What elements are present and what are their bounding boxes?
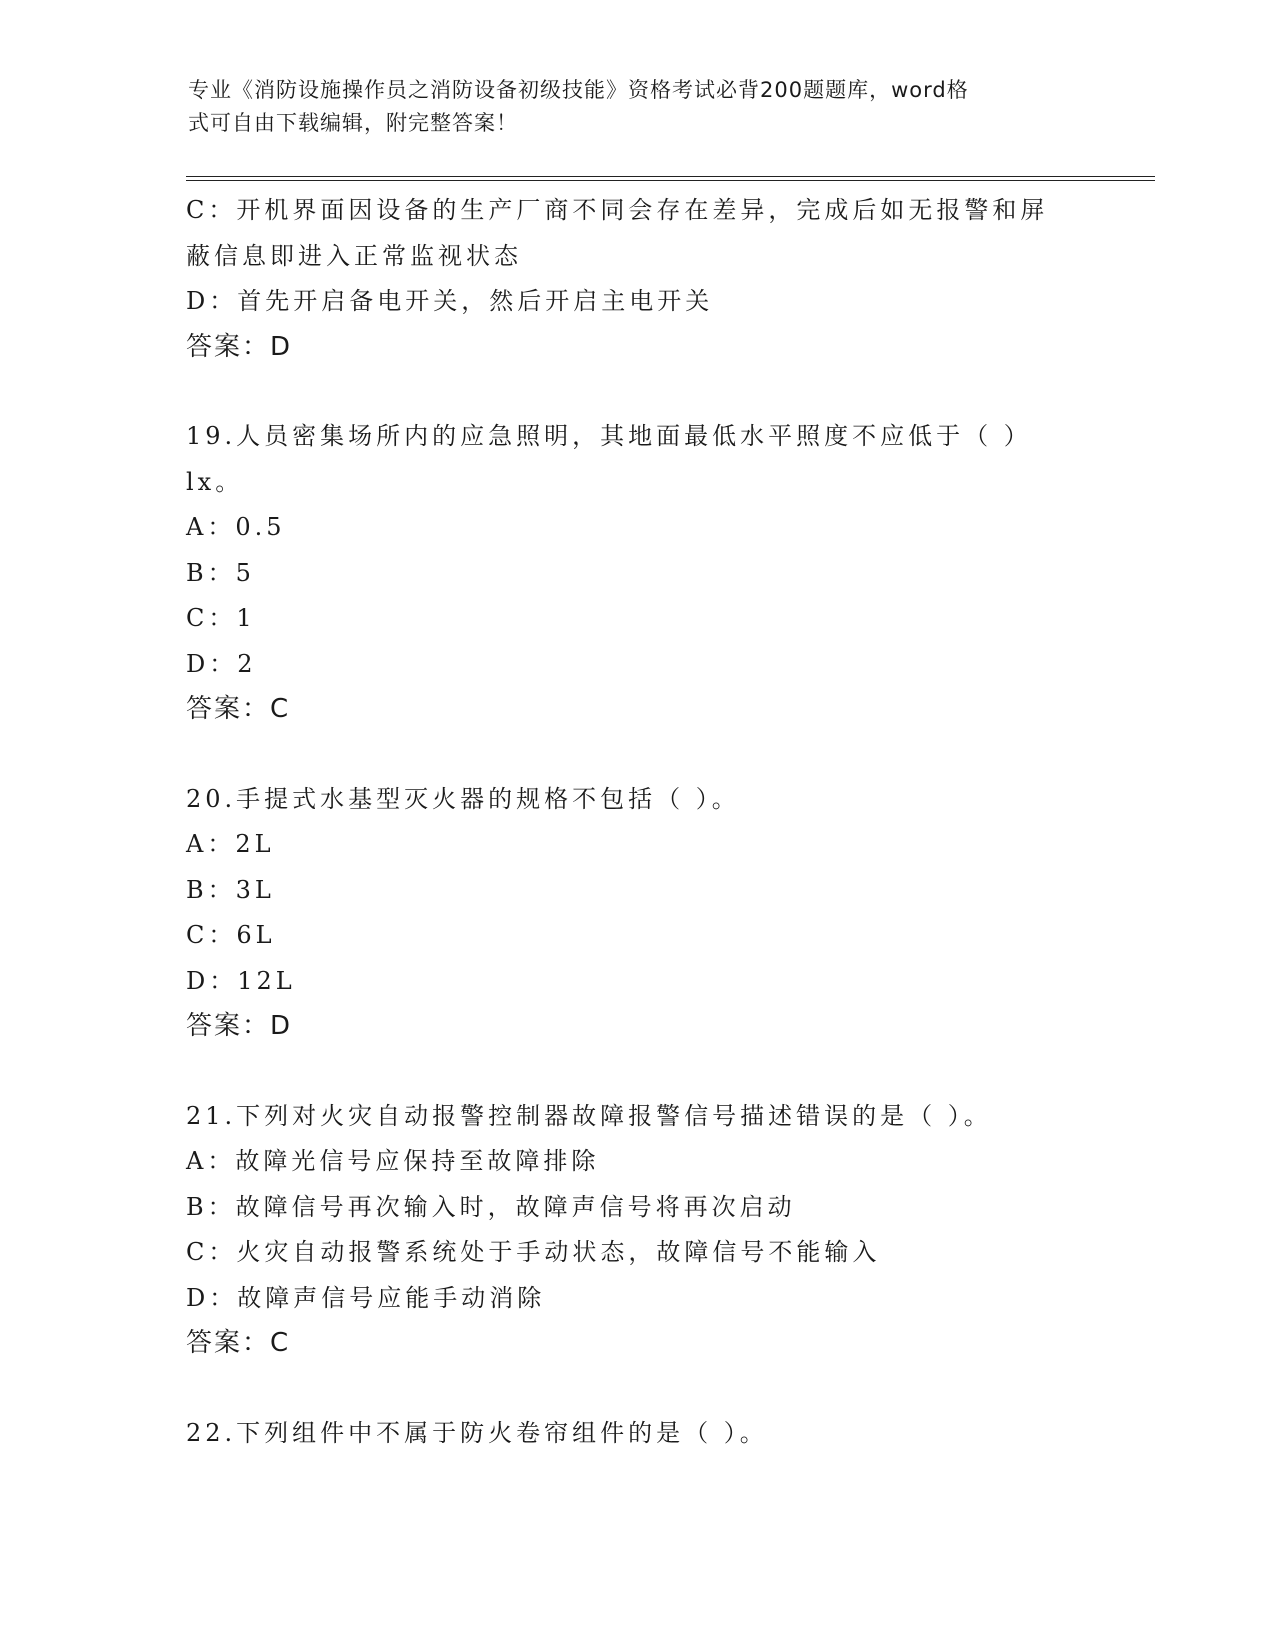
question-list: [186, 188, 1086, 1456]
answer: 答案：D: [186, 331, 293, 362]
header-line-1: 专业《消防设施操作员之消防设备初级技能》资格考试必背200题题库，word格: [188, 78, 969, 102]
question-21: [186, 1094, 1086, 1367]
header-line-2: 式可自由下载编辑，附完整答案！: [188, 111, 518, 135]
option-a: A：0.5: [186, 513, 286, 541]
option-d: D：2: [186, 649, 257, 678]
option-c: C：1: [186, 604, 256, 632]
answer: 答案：C: [186, 694, 291, 724]
option-c: C：6L: [186, 921, 276, 949]
option-c: C：火灾自动报警系统处于手动状态，故障信号不能输入: [186, 1238, 881, 1266]
option-b: B：3L: [186, 875, 275, 904]
question-18-tail: [186, 188, 1086, 370]
answer: 答案：C: [186, 1328, 291, 1358]
option-a: A：2L: [186, 830, 275, 858]
question-stem-continued: lx。: [186, 467, 244, 496]
document-header: [188, 74, 1088, 140]
question-22: [186, 1411, 1086, 1457]
question-stem: 20.手提式水基型灭火器的规格不包括（ ）。: [186, 784, 740, 813]
option-d: D：故障声信号应能手动消除: [186, 1283, 546, 1312]
option-b: B：故障信号再次输入时，故障声信号将再次启动: [186, 1192, 796, 1221]
question-stem: 21.下列对火灾自动报警控制器故障报警信号描述错误的是（ ）。: [186, 1101, 992, 1130]
question-stem: 19.人员密集场所内的应急照明，其地面最低水平照度不应低于（ ）: [186, 422, 1032, 450]
header-divider: [186, 176, 1155, 181]
answer: 答案：D: [186, 1011, 293, 1041]
option-d: D：首先开启备电开关，然后开启主电开关: [186, 287, 714, 315]
question-20: [186, 777, 1086, 1050]
option-d: D：12L: [186, 966, 296, 995]
option-c-continued: 蔽信息即进入正常监视状态: [186, 241, 522, 270]
option-a: A：故障光信号应保持至故障排除: [186, 1147, 600, 1175]
option-b: B：5: [186, 558, 255, 587]
question-19: [186, 414, 1086, 733]
option-c: C：开机界面因设备的生产厂商不同会存在差异，完成后如无报警和屏: [186, 196, 1049, 224]
question-stem: 22.下列组件中不属于防火卷帘组件的是（ ）。: [186, 1418, 768, 1447]
